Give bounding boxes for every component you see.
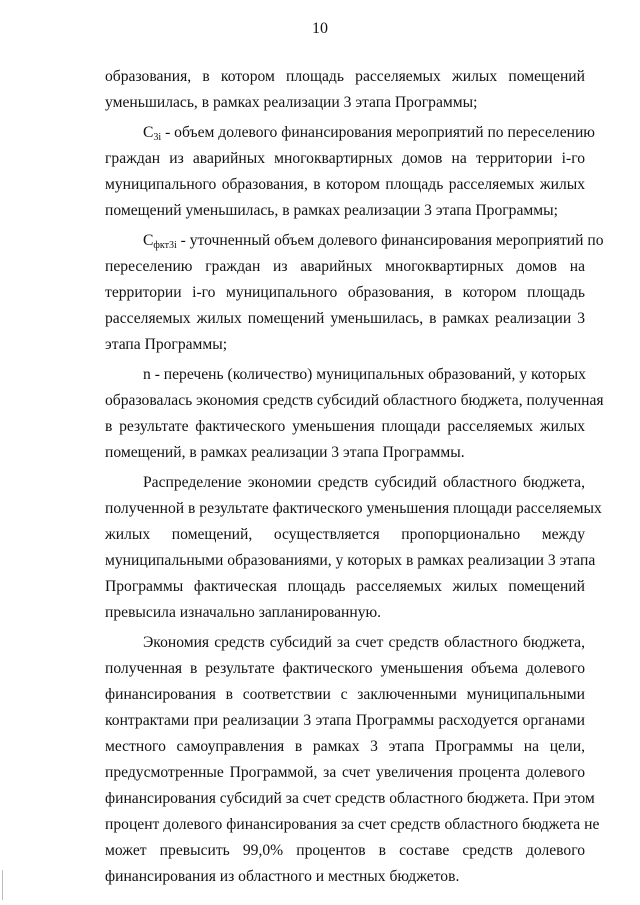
line-text: муниципальными образованиями, у которых в рамках реализации 3 этапа <box>105 552 596 569</box>
paragraph-5-line <box>105 686 585 704</box>
line-text: уменьшилась, в рамках реализации 3 этапа Программы; <box>105 94 478 111</box>
paragraph-1-line <box>105 150 585 168</box>
paragraph-4-line <box>105 500 602 518</box>
formula-subscript: фкт3i <box>153 240 177 251</box>
line-text: может превысить 99,0% процентов в составе средств долевого <box>105 842 585 859</box>
line-text: - объем долевого финансирования мероприятий по переселению <box>161 124 595 141</box>
formula-subscript: 3i <box>153 132 162 143</box>
paragraph-4-line <box>105 526 585 544</box>
paragraph-1-line <box>143 124 595 143</box>
paragraph-3-line <box>105 418 585 436</box>
line-text: жилых помещений, осуществляется пропорционально между <box>105 526 585 543</box>
line-text: в результате фактического уменьшения площади расселяемых жилых <box>105 418 585 435</box>
paragraph-5-line <box>143 634 585 652</box>
line-text: превысила изначально запланированную. <box>105 604 382 621</box>
paragraph-2-line <box>105 258 585 276</box>
paragraph-5-line <box>105 712 585 730</box>
paragraph-3-line <box>143 366 585 384</box>
line-text: - уточненный объем долевого финансирования мероприятий по <box>176 232 604 249</box>
paragraph-4-line <box>105 552 596 570</box>
line-text: образования, в котором площадь расселяемых жилых помещений <box>105 68 585 85</box>
line-text: полученной в результате фактического уменьшения площади расселяемых <box>105 500 602 517</box>
paragraph-5-line <box>105 842 585 860</box>
page-number: 10 <box>312 20 328 37</box>
paragraph-3-line <box>105 444 585 462</box>
paragraph-4-line <box>105 604 585 622</box>
line-text: полученная в результате фактического уменьшения объема долевого <box>105 660 585 677</box>
paragraph-5-line <box>105 816 600 834</box>
paragraph-2-line <box>105 284 585 302</box>
paragraph-5-line <box>105 868 585 886</box>
line-text: граждан из аварийных многоквартирных домов на территории i-го <box>105 150 585 167</box>
line-text: переселению граждан из аварийных многоквартирных домов на <box>105 258 585 275</box>
line-text: финансирования из областного и местных бюджетов. <box>105 868 460 885</box>
paragraph-5-line <box>105 790 595 808</box>
paragraph-2-line <box>143 232 604 251</box>
paragraph-5-line <box>105 660 585 678</box>
line-text: расселяемых жилых помещений уменьшилась, в рамках реализации 3 <box>105 310 585 327</box>
line-text: помещений, в рамках реализации 3 этапа Программы. <box>105 444 465 461</box>
paragraph-5-line <box>105 764 585 782</box>
paragraph-4-line <box>143 474 585 492</box>
line-text: помещений уменьшилась, в рамках реализации 3 этапа Программы; <box>105 202 558 219</box>
line-text: образовалась экономия средств субсидий областного бюджета, полученная <box>105 392 604 409</box>
formula-symbol: $С_{3i}$ <box>143 124 162 143</box>
paragraph-2-line <box>105 336 585 354</box>
line-text: n - перечень (количество) муниципальных образований, у которых <box>143 366 586 383</box>
paragraph-0-line <box>105 68 585 86</box>
paragraph-0-line <box>105 94 585 112</box>
line-text: процент долевого финансирования за счет средств областного бюджета не <box>105 816 600 833</box>
paragraph-3-line <box>105 392 604 410</box>
line-text: территории i-го муниципального образования, в котором площадь <box>105 284 585 301</box>
line-text: финансирования субсидий за счет средств областного бюджета. При этом <box>105 790 595 807</box>
paragraph-2-line <box>105 310 585 328</box>
paragraph-4-line <box>105 578 585 596</box>
line-text: Программы фактическая площадь расселяемых жилых помещений <box>105 578 585 595</box>
line-text: контрактами при реализации 3 этапа Программы расходуется органами <box>105 712 585 729</box>
scan-edge <box>2 870 3 900</box>
paragraph-5-line <box>105 738 585 756</box>
line-text: муниципального образования, в котором площадь расселяемых жилых <box>105 176 585 193</box>
line-text: финансирования в соответствии с заключенными муниципальными <box>105 686 585 703</box>
line-text: Распределение экономии средств субсидий областного бюджета, <box>143 474 585 491</box>
line-text: этапа Программы; <box>105 336 228 353</box>
line-text: Экономия средств субсидий за счет средств областного бюджета, <box>143 634 585 651</box>
formula-symbol: $С_{фкт3i}$ <box>143 232 177 251</box>
line-text: местного самоуправления в рамках 3 этапа Программы на цели, <box>105 738 585 755</box>
line-text: предусмотренные Программой, за счет увеличения процента долевого <box>105 764 585 781</box>
paragraph-1-line <box>105 202 585 220</box>
paragraph-1-line <box>105 176 585 194</box>
